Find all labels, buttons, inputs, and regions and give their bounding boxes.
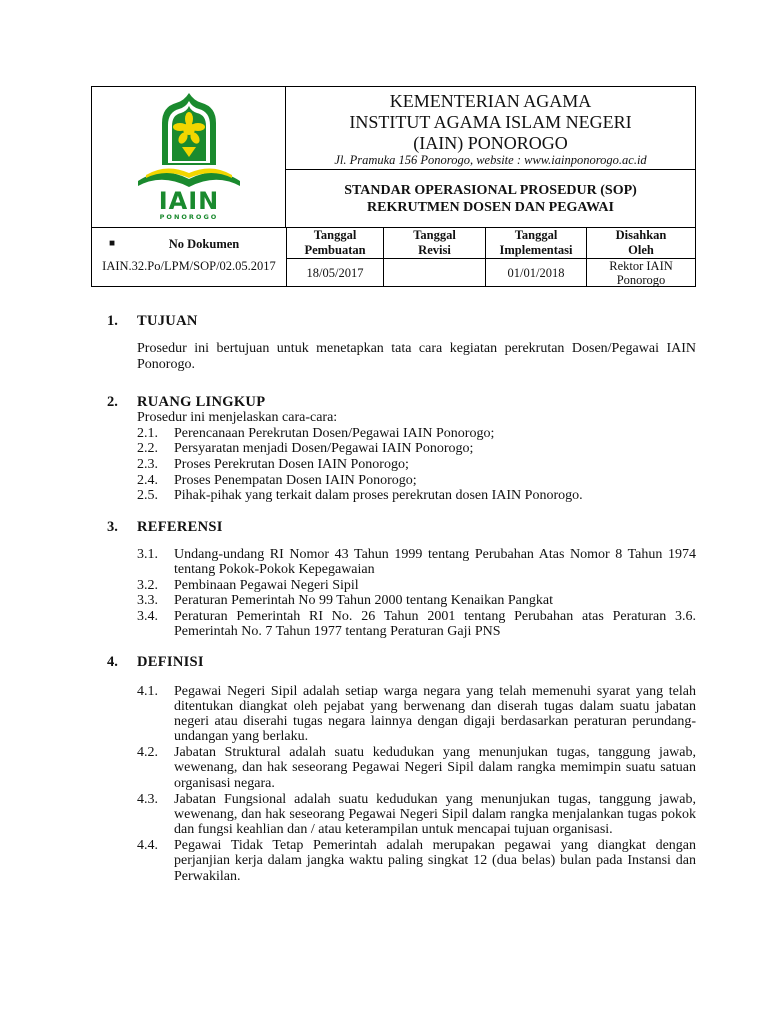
item-number: 2.3. xyxy=(137,457,158,472)
list-item-line: negeri atau diserahi tugas negara lainnya dengan digaji berdasarkan peraturan perundang- xyxy=(174,714,696,729)
list-item-line: dan fungsi keahlian dan / atau keterampilan untuk mencapai tujuan organisasi. xyxy=(174,822,613,837)
value-text: Rektor IAIN xyxy=(609,259,673,273)
no-dokumen-cell xyxy=(92,228,286,287)
no-dokumen-label: No Dokumen xyxy=(168,237,240,251)
tanggal-revisi-value xyxy=(384,258,485,287)
item-number: 2.2. xyxy=(137,441,158,456)
section-title-ruang-lingkup: RUANG LINGKUP xyxy=(137,394,266,410)
list-item-line: tentang Pokok-Pokok Kepegawaian xyxy=(174,562,375,577)
section-title-referensi: REFERENSI xyxy=(137,519,223,535)
item-number: 4.3. xyxy=(137,792,158,807)
logo-cell xyxy=(92,87,286,227)
item-number: 2.1. xyxy=(137,426,158,441)
paragraph-line: Ponorogo. xyxy=(137,357,195,372)
list-item-line: Peraturan Pemerintah No 99 Tahun 2000 tentang Kenaikan Pangkat xyxy=(174,593,553,608)
list-item-line: undangan yang berlaku. xyxy=(174,729,309,744)
institute-name: INSTITUT AGAMA ISLAM NEGERI xyxy=(349,112,632,132)
tanggal-pembuatan-label xyxy=(287,228,383,258)
list-item-line: Pemerintah No. 7 Tahun 1977 tentang Peraturan Gaji PNS xyxy=(174,624,501,639)
item-number: 2.4. xyxy=(137,473,158,488)
iain-logo xyxy=(132,93,246,221)
list-item-line: perjanjian kerja dalam jangka waktu paling singkat 12 (dua belas) bulan pada Instansi dan xyxy=(174,853,696,868)
list-item-line: Peraturan Pemerintah RI No. 26 Tahun 2001 tentang Perubahan atas Peraturan 3.6. xyxy=(174,609,696,624)
ministry-name: KEMENTERIAN AGAMA xyxy=(389,91,592,111)
list-item-line: ditentukan diangkat oleh pejabat yang berwenang dan diserah tugas dalam suatu jabatan xyxy=(174,699,696,714)
institution-cell xyxy=(286,87,695,170)
section-intro: Prosedur ini menjelaskan cara-cara: xyxy=(137,410,338,425)
value-text: 01/01/2018 xyxy=(507,266,565,280)
item-number: 4.2. xyxy=(137,745,158,760)
item-number: 3.3. xyxy=(137,593,158,608)
svg-text:IAIN: IAIN xyxy=(158,187,220,215)
value-text: 18/05/2017 xyxy=(306,266,364,280)
list-item-line: Pegawai Negeri Sipil adalah setiap warga negara yang telah memenuhi syarat yang telah xyxy=(174,684,696,699)
paragraph-line: Prosedur ini bertujuan untuk menetapkan tata cara kegiatan perekrutan Dosen/Pegawai IAIN xyxy=(137,341,696,356)
list-item-line: wewenang, dan hak seseorang Pegawai Negeri Sipil dalam rangka memimpin suatu satuan xyxy=(174,760,696,775)
tanggal-implementasi-cell xyxy=(485,228,586,287)
sop-title-line-2: REKRUTMEN DOSEN DAN PEGAWAI xyxy=(367,200,614,215)
list-item-line: organisasi negara. xyxy=(174,776,275,791)
section-number: 4. xyxy=(107,654,118,670)
list-item: Proses Perekrutan Dosen IAIN Ponorogo; xyxy=(174,457,409,472)
item-number: 3.4. xyxy=(137,609,158,624)
svg-text:PONOROGO: PONOROGO xyxy=(159,213,219,221)
tanggal-pembuatan-cell xyxy=(286,228,383,287)
label-line: Revisi xyxy=(418,243,451,257)
list-item: Pihak-pihak yang terkait dalam proses perekrutan dosen IAIN Ponorogo. xyxy=(174,488,583,503)
list-item-line: Pembinaan Pegawai Negeri Sipil xyxy=(174,578,359,593)
list-item-line: Undang-undang RI Nomor 43 Tahun 1999 tentang Perubahan Atas Nomor 8 Tahun 1974 xyxy=(174,547,696,562)
section-number: 3. xyxy=(107,519,118,535)
list-item: Proses Penempatan Dosen IAIN Ponorogo; xyxy=(174,473,417,488)
disahkan-oleh-value xyxy=(587,258,695,287)
label-line: Tanggal xyxy=(514,228,558,242)
item-number: 4.4. xyxy=(137,838,158,853)
label-line: Pembuatan xyxy=(304,243,366,257)
document-meta-row xyxy=(92,227,695,286)
tanggal-revisi-cell xyxy=(383,228,485,287)
institute-short-name: (IAIN) PONOROGO xyxy=(413,133,568,153)
disahkan-oleh-label xyxy=(587,228,695,258)
tanggal-pembuatan-value xyxy=(287,258,383,287)
value-text: Ponorogo xyxy=(616,273,666,287)
header-table xyxy=(91,86,696,287)
section-title-tujuan: TUJUAN xyxy=(137,313,198,329)
section-number: 1. xyxy=(107,313,118,329)
tanggal-implementasi-value xyxy=(486,258,586,287)
tanggal-implementasi-label xyxy=(486,228,586,258)
list-item-line: Perwakilan. xyxy=(174,869,241,884)
section-number: 2. xyxy=(107,394,118,410)
list-item-line: Jabatan Struktural adalah suatu kedudukan yang menunjukan tugas, tanggung jawab, xyxy=(174,745,696,760)
tanggal-revisi-label xyxy=(384,228,485,258)
item-number: 4.1. xyxy=(137,684,158,699)
label-line: Implementasi xyxy=(499,243,573,257)
no-dokumen-value: IAIN.32.Po/LPM/SOP/02.05.2017 xyxy=(102,259,276,273)
disahkan-oleh-cell xyxy=(586,228,695,287)
list-item-line: wewenang, dan hak seseorang Pegawai Negeri Sipil dalam rangka menjalankan tugas pokok xyxy=(174,807,696,822)
institute-address: Jl. Pramuka 156 Ponorogo, website : www.iainponorogo.ac.id xyxy=(334,153,647,167)
list-item: Perencanaan Perekrutan Dosen/Pegawai IAIN Ponorogo; xyxy=(174,426,495,441)
label-line: Tanggal xyxy=(313,228,357,242)
list-item-line: Pegawai Tidak Tetap Pemerintah adalah merupakan pegawai yang diangkat dengan xyxy=(174,838,696,853)
item-number: 2.5. xyxy=(137,488,158,503)
label-line: Disahkan xyxy=(615,228,667,242)
bullet-icon: ■ xyxy=(109,238,116,249)
item-number: 3.1. xyxy=(137,547,158,562)
sop-title-line-1: STANDAR OPERASIONAL PROSEDUR (SOP) xyxy=(344,183,637,198)
section-title-definisi: DEFINISI xyxy=(137,654,204,670)
label-line: Tanggal xyxy=(413,228,456,242)
label-line: Oleh xyxy=(628,243,654,257)
item-number: 3.2. xyxy=(137,578,158,593)
sop-title-cell xyxy=(286,170,695,227)
list-item-line: Jabatan Fungsional adalah suatu kedudukan yang menunjukan tugas, tanggung jawab, xyxy=(174,792,696,807)
value-text xyxy=(384,259,485,266)
list-item: Persyaratan menjadi Dosen/Pegawai IAIN Ponorogo; xyxy=(174,441,474,456)
